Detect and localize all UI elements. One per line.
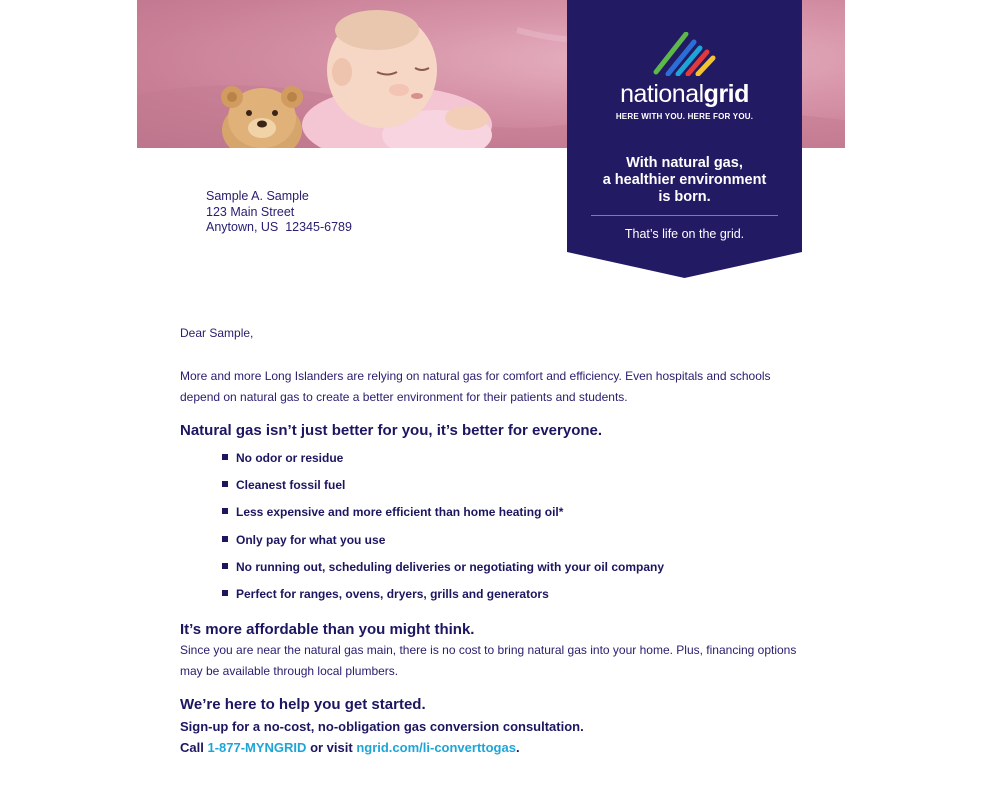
bullet-square-icon	[222, 536, 228, 542]
list-item	[222, 587, 664, 614]
list-item	[222, 451, 664, 478]
affordable-paragraph: Since you are near the natural gas main, there is no cost to bring natural gas into your home. Plus, financing options may be available through local plumbers.	[180, 643, 797, 678]
cta-period: .	[515, 740, 520, 755]
wordmark-light: national	[620, 80, 704, 108]
heading-affordable: It’s more affordable than you might think.	[180, 621, 475, 638]
benefits-list	[222, 451, 664, 614]
recipient-city-line: Anytown, US 12345-6789	[206, 220, 352, 234]
banner-headline	[567, 155, 802, 206]
benefit-text: Cleanest fossil fuel	[236, 478, 346, 493]
brand-banner	[567, 0, 802, 278]
bullet-square-icon	[222, 508, 228, 514]
heading-get-started: We’re here to help you get started.	[180, 696, 426, 713]
banner-subline: That’s life on the grid.	[624, 227, 745, 241]
benefit-text: Only pay for what you use	[236, 532, 386, 547]
bullet-square-icon	[222, 563, 228, 569]
bullet-square-icon	[222, 590, 228, 596]
heading-better-for-everyone: Natural gas isn’t just better for you, it’s better for everyone.	[180, 422, 603, 439]
benefit-text: Perfect for ranges, ovens, dryers, grills and generators	[236, 586, 549, 601]
recipient-address	[206, 189, 352, 236]
logo-stripes-icon	[652, 32, 716, 76]
cta-call-prefix: Call	[180, 740, 204, 755]
phone-link[interactable]: 1-877-MYNGRID	[207, 740, 307, 755]
banner-headline-line-1: With natural gas,	[626, 155, 743, 171]
banner-divider	[591, 215, 778, 216]
bullet-square-icon	[222, 481, 228, 487]
banner-headline-line-2: a healthier environment	[602, 172, 767, 188]
benefit-text: Less expensive and more efficient than home heating oil*	[236, 505, 564, 520]
call-to-action	[180, 716, 584, 758]
cta-visit-text: or visit	[310, 740, 353, 755]
list-item	[222, 560, 664, 587]
benefit-text: No odor or residue	[236, 451, 344, 465]
website-link[interactable]: ngrid.com/li-converttogas	[356, 740, 516, 755]
wordmark-bold: grid	[703, 80, 749, 108]
bullet-square-icon	[222, 454, 228, 460]
benefit-text: No running out, scheduling deliveries or negotiating with your oil company	[236, 559, 665, 574]
brand-tagline: HERE WITH YOU. HERE FOR YOU.	[615, 112, 754, 121]
list-item	[222, 478, 664, 505]
recipient-street: 123 Main Street	[206, 204, 295, 219]
salutation: Dear Sample,	[180, 326, 254, 340]
list-item	[222, 505, 664, 532]
cta-contact-line	[180, 737, 584, 758]
brand-wordmark	[567, 80, 802, 109]
list-item	[222, 533, 664, 560]
recipient-name: Sample A. Sample	[206, 189, 309, 203]
banner-headline-line-3: is born.	[658, 189, 711, 205]
cta-signup-line: Sign-up for a no-cost, no-obligation gas conversion consultation.	[180, 719, 584, 734]
intro-paragraph: More and more Long Islanders are relying on natural gas for comfort and efficiency. Even hospitals and schools depend on natural gas to create a better environment for their patients and students.	[180, 369, 771, 404]
